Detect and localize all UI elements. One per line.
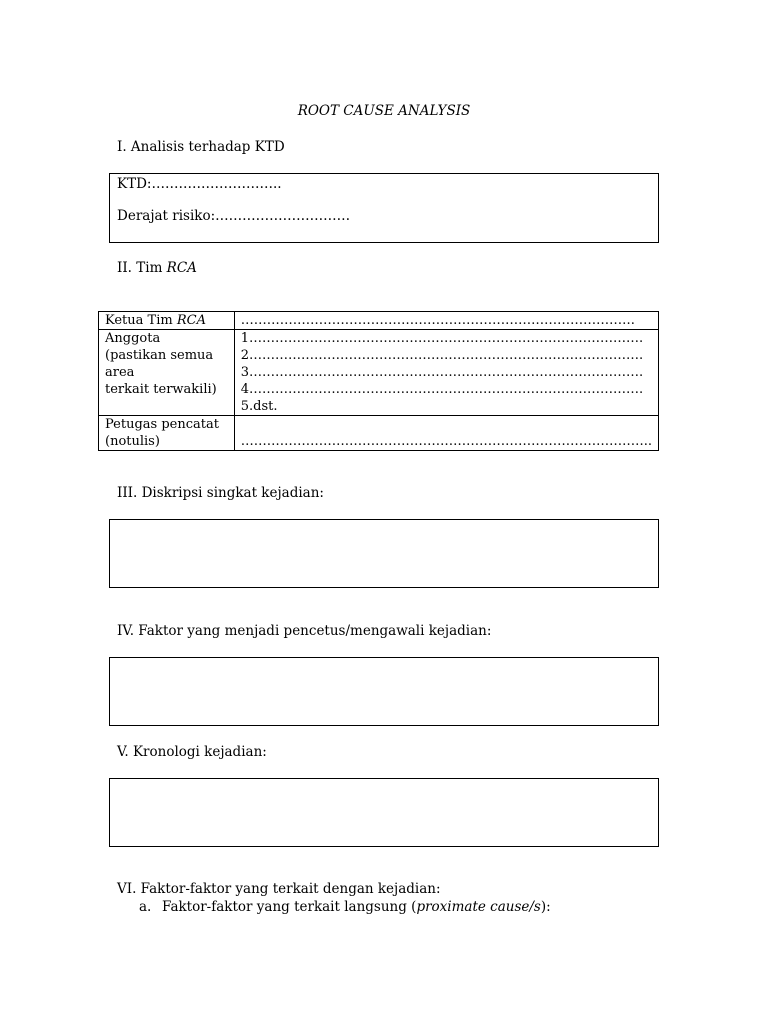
risk-degree-line: Derajat risiko:…………………………: [117, 208, 351, 224]
section-1-box: [109, 173, 659, 243]
team-lead-label: Ketua Tim RCA: [99, 312, 235, 330]
table-row: [99, 312, 659, 330]
members-label: Anggota (pastikan semua area terkait terwakili): [99, 330, 235, 416]
note-taker-label: Petugas pencatat (notulis): [99, 416, 235, 451]
section-2-heading: II. Tim RCA: [117, 260, 197, 276]
section-5-heading: V. Kronologi kejadian:: [117, 744, 267, 760]
section-3-heading: III. Diskripsi singkat kejadian:: [117, 485, 324, 501]
rca-team-table: [98, 311, 659, 451]
section-6-heading: VI. Faktor-faktor yang terkait dengan kejadian:: [117, 881, 441, 897]
team-lead-value: ……………………………………………………………………………….: [234, 312, 658, 330]
section-3-box: [109, 519, 659, 588]
section-1-heading: I. Analisis terhadap KTD: [117, 139, 285, 155]
item-a-marker: a.: [139, 899, 152, 915]
note-taker-value: …………………………………………………………………………………..: [234, 416, 658, 451]
section-5-box: [109, 778, 659, 847]
ktd-line: KTD:………………………..: [117, 176, 282, 192]
table-row: [99, 330, 659, 416]
section-4-heading: IV. Faktor yang menjadi pencetus/mengawali kejadian:: [117, 623, 492, 639]
item-a-text: Faktor-faktor yang terkait langsung (proximate cause/s):: [162, 899, 551, 915]
members-values: 1………………………………………………………………………………. 2………………………………………………………………………………. 3………………………………………………………………………………. 4………………………………………………………………………………. 5.dst.: [234, 330, 658, 416]
document-title: ROOT CAUSE ANALYSIS: [297, 103, 471, 119]
section-4-box: [109, 657, 659, 726]
table-row: [99, 416, 659, 451]
